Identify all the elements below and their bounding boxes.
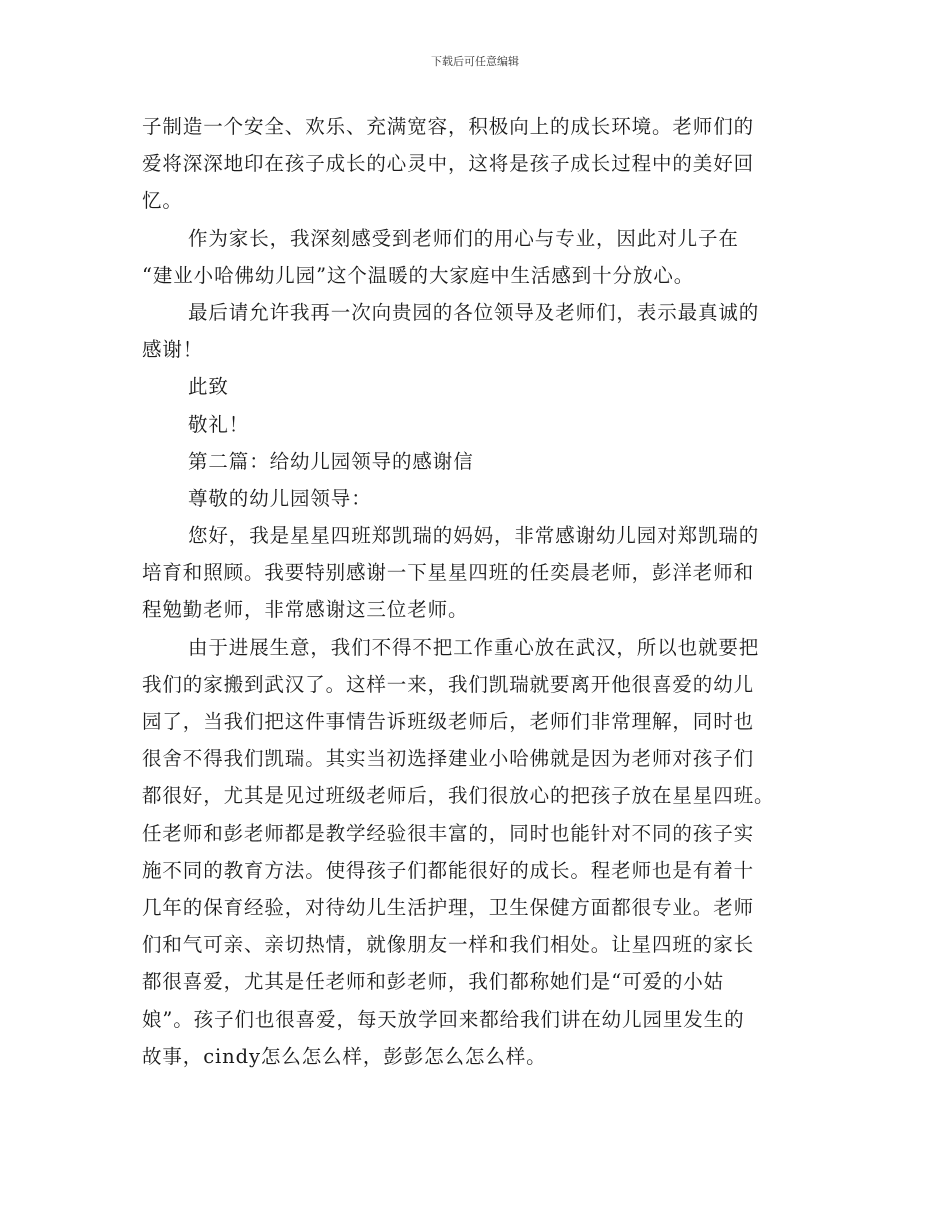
text-line: 娘”。孩子们也很喜爱，每天放学回来都给我们讲在幼儿园里发生的 [142, 1007, 745, 1031]
text-line: 很舍不得我们凯瑞。其实当初选择建业小哈佛就是因为老师对孩子们 [142, 747, 755, 771]
text-line: 作为家长，我深刻感受到老师们的用心与专业，因此对儿子在 [188, 226, 739, 250]
text-line: 爱将深深地印在孩子成长的心灵中，这将是孩子成长过程中的美好回 [142, 152, 755, 176]
text-line: 都很喜爱，尤其是任老师和彭老师，我们都称她们是“可爱的小姑 [142, 970, 725, 994]
text-line: 尊敬的幼儿园领导： [188, 486, 372, 510]
text-line: 任老师和彭老师都是教学经验很丰富的，同时也能针对不同的孩子实 [142, 821, 755, 845]
text-line: 您好，我是星星四班郑凯瑞的妈妈，非常感谢幼儿园对郑凯瑞的 [188, 524, 760, 548]
text-line: 几年的保育经验，对待幼儿生活护理，卫生保健方面都很专业。老师 [142, 895, 755, 919]
text-line: 感谢！ [142, 338, 204, 362]
text-line: 程勉勤老师，非常感谢这三位老师。 [142, 598, 469, 622]
text-line: 我们的家搬到武汉了。这样一来，我们凯瑞就要离开他很喜爱的幼儿 [142, 672, 755, 696]
text-line: 忆。 [142, 189, 183, 213]
text-line: 子制造一个安全、欢乐、充满宽容，积极向上的成长环境。老师们的 [142, 115, 755, 138]
text-line: 故事，cindy怎么怎么样，彭彭怎么怎么样。 [142, 1044, 547, 1068]
text-line: 培育和照顾。我要特别感谢一下星星四班的任奕晨老师，彭洋老师和 [142, 561, 755, 585]
text-line: 由于进展生意，我们不得不把工作重心放在武汉，所以也就要把 [188, 635, 760, 659]
text-line: 施不同的教育方法。使得孩子们都能很好的成长。程老师也是有着十 [142, 858, 755, 882]
text-line: 最后请允许我再一次向贵园的各位领导及老师们，表示最真诚的 [188, 300, 760, 324]
text-line: 第二篇：给幼儿园领导的感谢信 [188, 449, 474, 473]
text-line: 们和气可亲、亲切热情，就像朋友一样和我们相处。让星四班的家长 [142, 933, 755, 957]
page-header-note: 下载后可任意编辑 [431, 55, 519, 68]
text-line: 园了，当我们把这件事情告诉班级老师后，老师们非常理解，同时也 [142, 710, 755, 733]
text-line: 敬礼！ [188, 412, 250, 436]
document-body [142, 108, 812, 1075]
text-line: 都很好，尤其是见过班级老师后，我们很放心的把孩子放在星星四班。 [142, 784, 775, 808]
text-line: “建业小哈佛幼儿园”这个温暖的大家庭中生活感到十分放心。 [142, 263, 695, 287]
text-line: 此致 [188, 375, 229, 399]
